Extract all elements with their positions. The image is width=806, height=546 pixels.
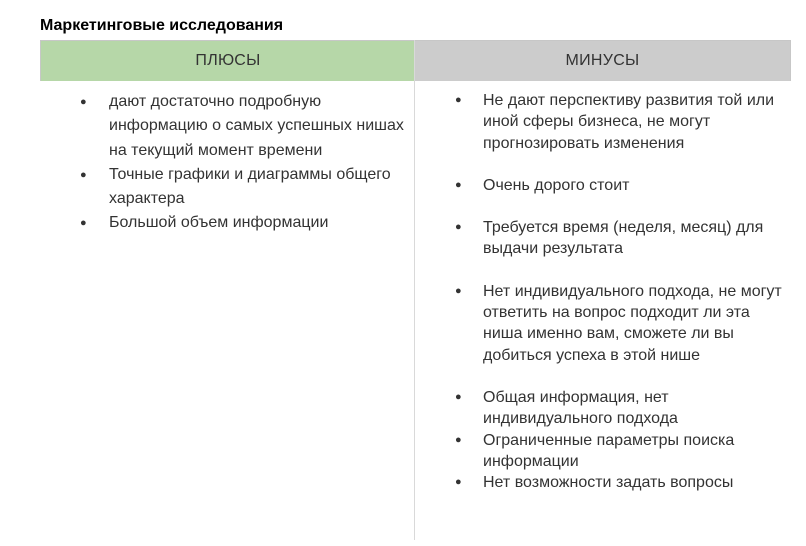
cons-item-text: Очень дорого стоит [483, 176, 630, 194]
cons-item-text: Общая информация, нет индивидуального подхода [483, 388, 678, 428]
cons-list-item [415, 217, 790, 260]
pros-cons-table [40, 40, 790, 540]
pros-item-text: Точные графики и диаграммы общего характера [109, 165, 391, 208]
pros-item-text: дают достаточно подробную информацию о самых успешных нишах на текущий момент времени [109, 93, 404, 159]
bullet-icon: ● [80, 168, 87, 181]
cons-list-item [415, 387, 790, 430]
pros-list [40, 90, 414, 236]
cons-list-item [415, 175, 790, 196]
cons-item-text: Требуется время (неделя, месяц) для выдачи результата [483, 219, 764, 258]
pros-list-item [40, 163, 414, 212]
pros-column-header: ПЛЮСЫ [40, 40, 415, 81]
pros-item-text: Большой объем информации [109, 214, 329, 232]
bullet-icon: ● [80, 217, 87, 230]
bullet-icon: ● [455, 433, 462, 446]
bullet-icon: ● [455, 221, 462, 234]
document-title: Маркетинговые исследования [40, 17, 284, 34]
cons-item-text: Ограниченные параметры поиска информации [483, 431, 735, 470]
bullet-icon: ● [455, 476, 462, 489]
pros-list-item [40, 90, 414, 163]
cons-item-text: Не дают перспективу развития той или иной сферы бизнеса, не могут прогнозировать изменения [483, 92, 775, 152]
bullet-icon: ● [455, 284, 462, 297]
cons-list [415, 90, 790, 493]
cons-item-text: Нет индивидуального подхода, не могут ответить на вопрос подходит ли эта ниша именно вам, сможете ли вы добиться успеха в этой нише [483, 282, 782, 364]
bullet-icon: ● [455, 390, 462, 403]
cons-list-item [415, 281, 790, 366]
bullet-icon: ● [455, 94, 462, 106]
bullet-icon: ● [80, 96, 87, 108]
cons-list-item [415, 90, 790, 154]
cons-list-item [415, 430, 790, 473]
pros-column [40, 90, 414, 236]
bullet-icon: ● [455, 178, 462, 191]
cons-column-header: МИНУСЫ [415, 40, 791, 81]
cons-column [415, 90, 790, 493]
pros-list-item [40, 211, 414, 235]
cons-list-item [415, 472, 790, 493]
cons-item-text: Нет возможности задать вопросы [483, 474, 734, 492]
